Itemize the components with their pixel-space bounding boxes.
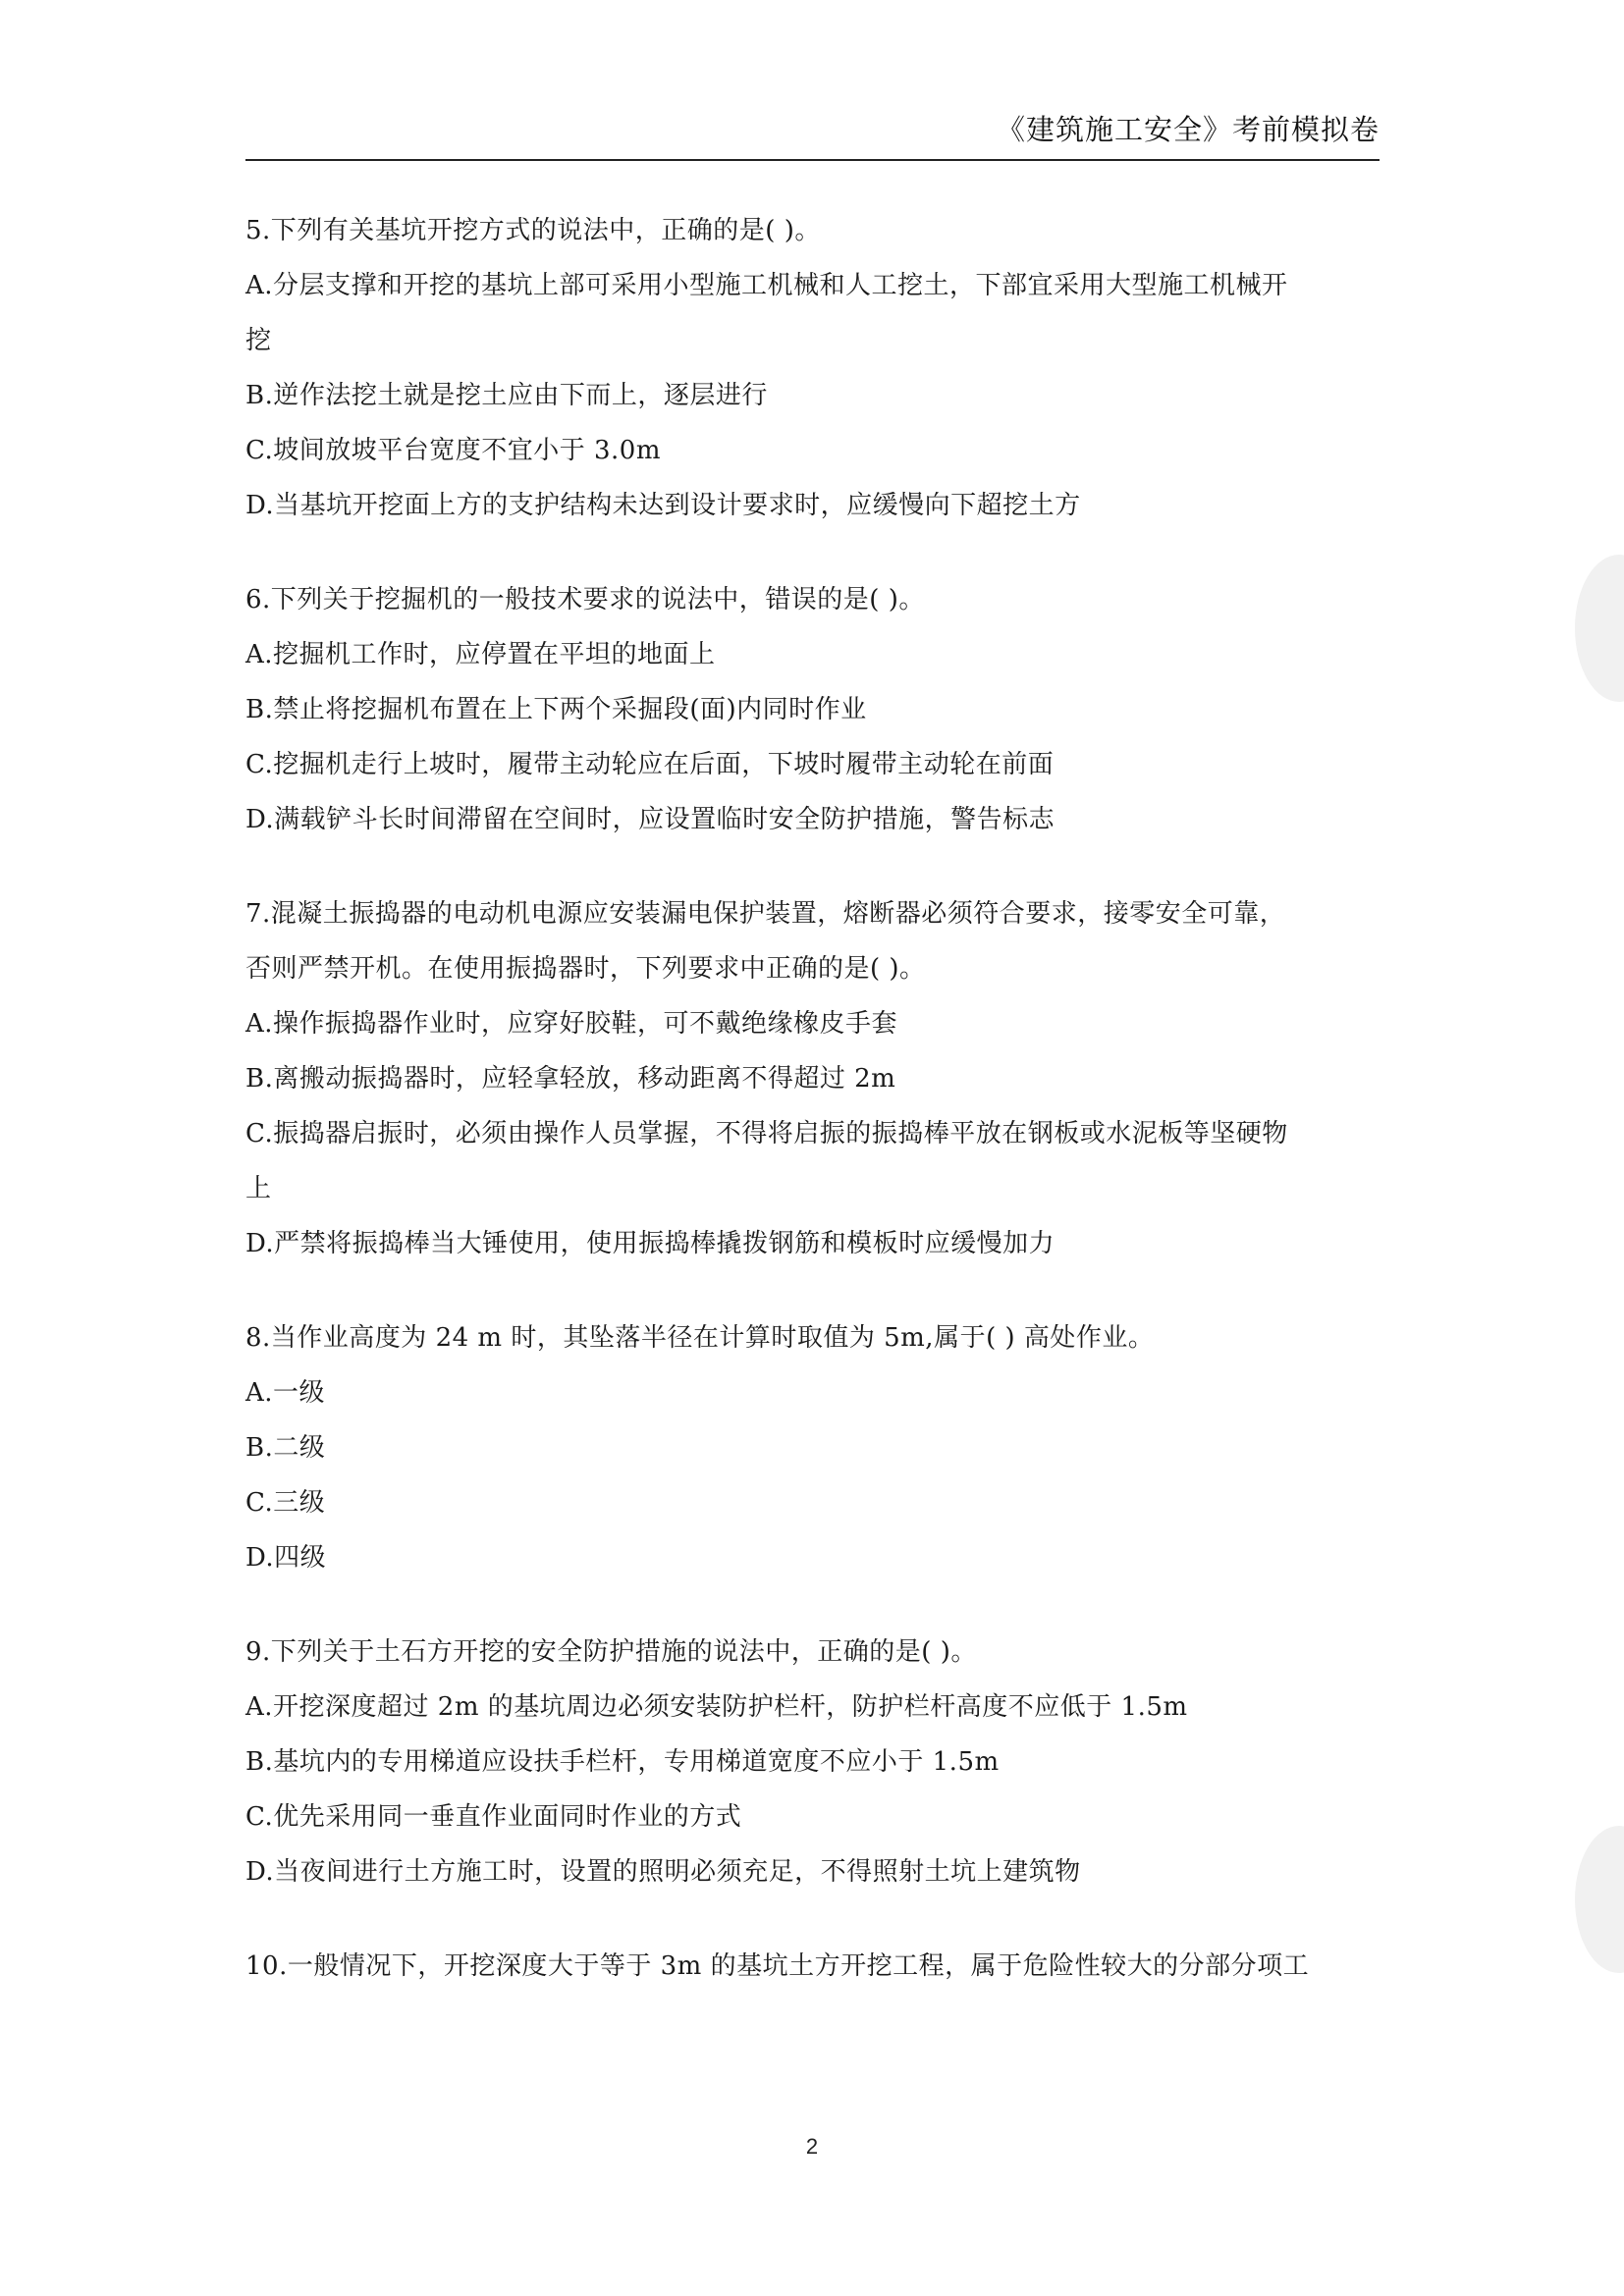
- option-c: C.振捣器启振时，必须由操作人员掌握，不得将启振的振捣棒平放在钢板或水泥板等坚硬物: [245, 1119, 1288, 1148]
- question-10: [245, 1939, 1384, 1994]
- question-stem: 5.下列有关基坑开挖方式的说法中，正确的是( )。: [245, 216, 821, 245]
- option-a: A.操作振捣器作业时，应穿好胶鞋，可不戴绝缘橡皮手套: [245, 1009, 898, 1039]
- option-b: B.禁止将挖掘机布置在上下两个采掘段(面)内同时作业: [245, 695, 867, 724]
- question-6: [245, 572, 1384, 847]
- option-b: B.基坑内的专用梯道应设扶手栏杆，专用梯道宽度不应小于 1.5m: [245, 1747, 1000, 1777]
- question-list: [245, 203, 1384, 2033]
- question-stem: 7.混凝土振捣器的电动机电源应安装漏电保护装置，熔断器必须符合要求，接零安全可靠，: [245, 899, 1286, 929]
- question-7: [245, 886, 1384, 1271]
- page-header: [245, 110, 1380, 161]
- option-a: A.挖掘机工作时，应停置在平坦的地面上: [245, 640, 716, 669]
- question-stem-continuation: 否则严禁开机。在使用振捣器时，下列要求中正确的是( )。: [245, 954, 926, 984]
- question-stem: 8.当作业高度为 24 m 时，其坠落半径在计算时取值为 5m,属于( ) 高处作业。: [245, 1323, 1155, 1353]
- option-c: C.三级: [245, 1488, 326, 1518]
- option-d: D.满载铲斗长时间滞留在空间时，应设置临时安全防护措施，警告标志: [245, 805, 1056, 834]
- option-b: B.逆作法挖土就是挖土应由下而上，逐层进行: [245, 381, 768, 410]
- option-b: B.离搬动振捣器时，应轻拿轻放，移动距离不得超过 2m: [245, 1064, 896, 1094]
- option-c: C.优先采用同一垂直作业面同时作业的方式: [245, 1802, 742, 1832]
- question-stem: 10.一般情况下，开挖深度大于等于 3m 的基坑土方开挖工程，属于危险性较大的分部分项工: [245, 1951, 1310, 1981]
- option-b: B.二级: [245, 1433, 326, 1463]
- question-stem: 9.下列关于土石方开挖的安全防护措施的说法中，正确的是( )。: [245, 1637, 977, 1667]
- option-a: A.开挖深度超过 2m 的基坑周边必须安装防护栏杆，防护栏杆高度不应低于 1.5m: [245, 1692, 1188, 1722]
- header-title: 《建筑施工安全》考前模拟卷: [996, 113, 1380, 146]
- option-d: D.四级: [245, 1543, 327, 1573]
- question-8: [245, 1310, 1384, 1585]
- margin-shadow: [1575, 555, 1624, 702]
- option-a: A.分层支撑和开挖的基坑上部可采用小型施工机械和人工挖土，下部宜采用大型施工机械开: [245, 271, 1288, 300]
- question-5: [245, 203, 1384, 533]
- option-d: D.当基坑开挖面上方的支护结构未达到设计要求时，应缓慢向下超挖土方: [245, 491, 1081, 520]
- page-number: 2: [805, 2134, 819, 2159]
- margin-shadow: [1575, 1826, 1624, 1973]
- option-d: D.当夜间进行土方施工时，设置的照明必须充足，不得照射土坑上建筑物: [245, 1857, 1081, 1887]
- question-9: [245, 1625, 1384, 1899]
- option-a-continuation: 挖: [245, 326, 272, 355]
- question-stem: 6.下列关于挖掘机的一般技术要求的说法中，错误的是( )。: [245, 585, 925, 614]
- option-c: C.坡间放坡平台宽度不宜小于 3.0m: [245, 436, 661, 465]
- option-c: C.挖掘机走行上坡时，履带主动轮应在后面，下坡时履带主动轮在前面: [245, 750, 1055, 779]
- option-c-continuation: 上: [245, 1174, 272, 1203]
- option-a: A.一级: [245, 1378, 326, 1408]
- option-d: D.严禁将振捣棒当大锤使用，使用振捣棒撬拨钢筋和模板时应缓慢加力: [245, 1229, 1056, 1258]
